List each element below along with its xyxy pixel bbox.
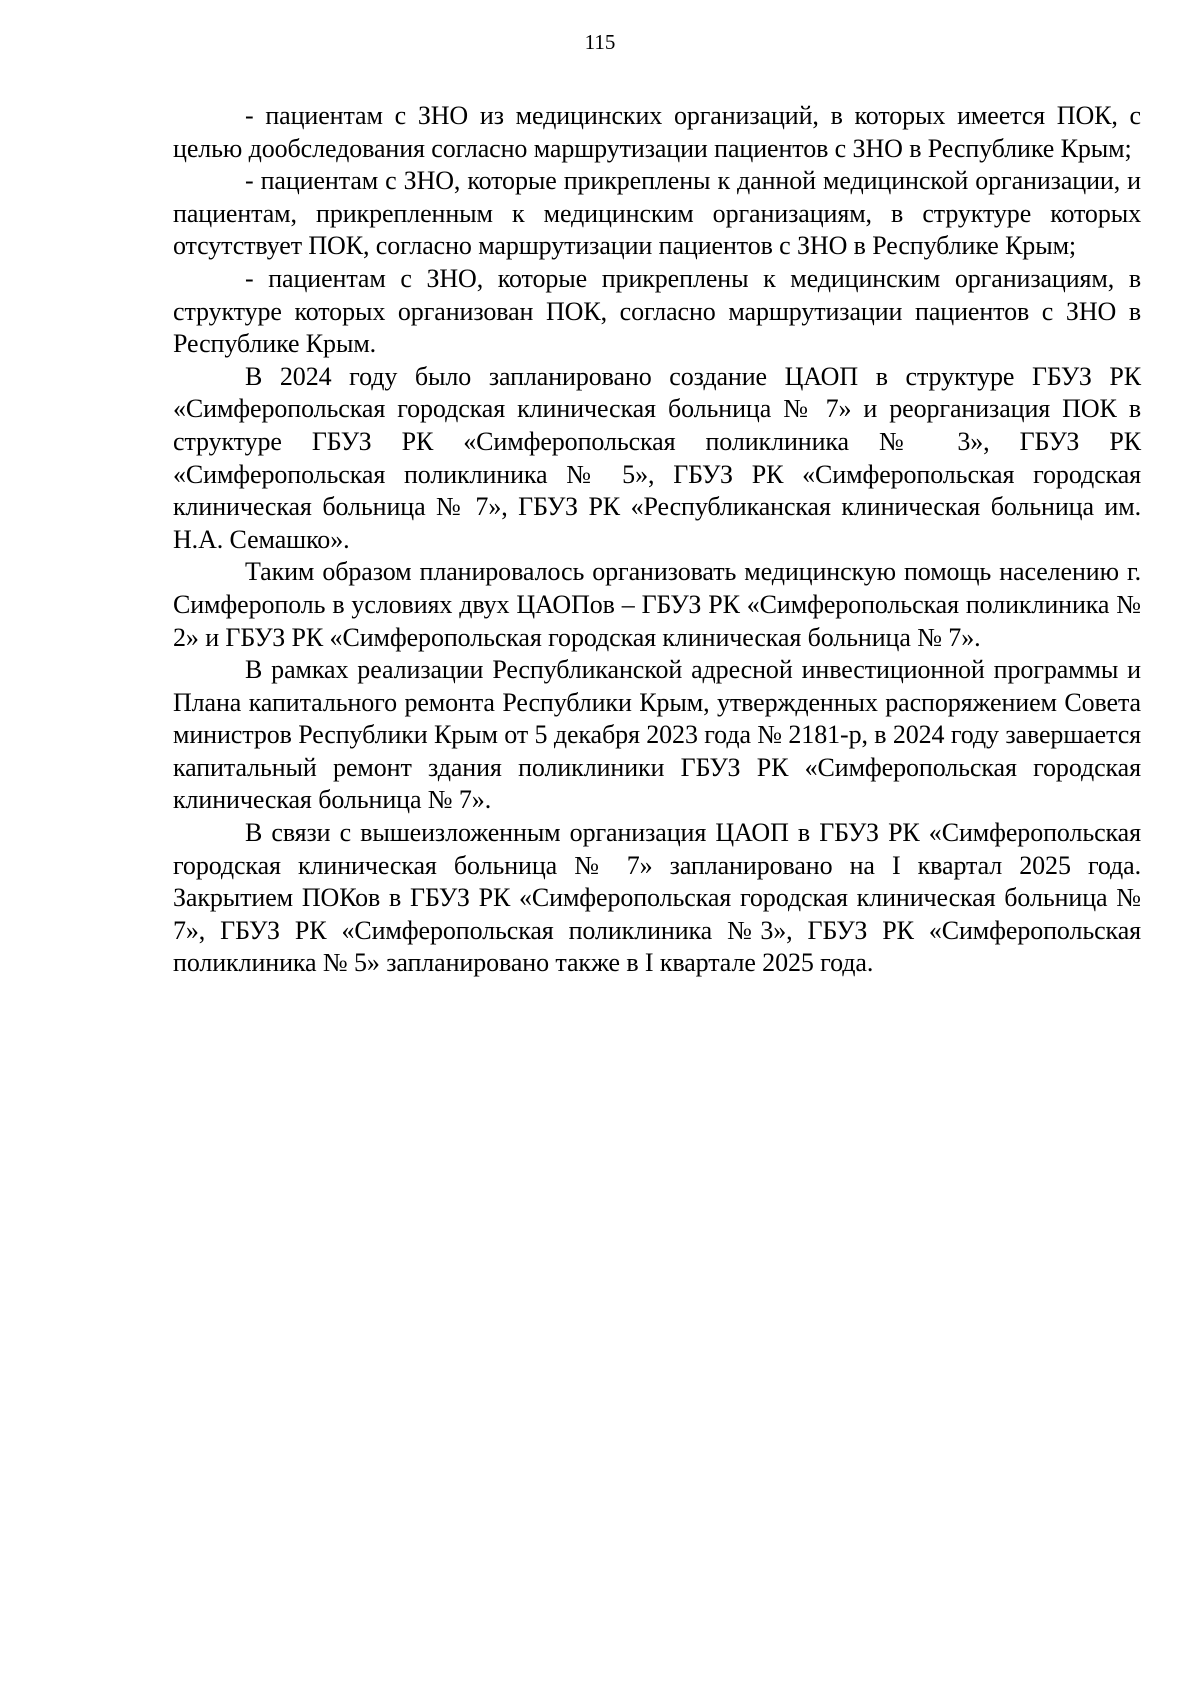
paragraph-conclusion: В связи с вышеизложенным организация ЦАОП в ГБУЗ РК «Симферопольская городская клиническая больница № 7» запланировано на I квартал 2025 года. Закрытием ПОКов в ГБУЗ РК «Симферопольская городская клиническая больница № 7», ГБУЗ РК «Симферопольская поликлиника №3», ГБУЗ РК «Симферопольская поликлиника № 5» запланировано также в I квартале 2025 года.: [173, 818, 1141, 978]
page-number: 115: [584, 30, 616, 54]
document-body: [173, 100, 1141, 980]
paragraph-2024-plan: В 2024 году было запланировано создание ЦАОП в структуре ГБУЗ РК «Симферопольская городская клиническая больница № 7» и реорганизация ПОК в структуре ГБУЗ РК «Симферопольская поликлиника № 3», ГБУЗ РК «Симферопольская поликлиника № 5», ГБУЗ РК «Симферопольская городская клиническая больница № 7», ГБУЗ РК «Республиканская клиническая больница им. Н.А. Семашко».: [173, 361, 1141, 554]
paragraph-renovation: В рамках реализации Республиканской адресной инвестиционной программы и Плана капитального ремонта Республики Крым, утвержденных распоряжением Совета министров Республики Крым от 5 декабря 2023 года № 2181-р, в 2024 году завершается капитальный ремонт здания поликлиники ГБУЗ РК «Симферопольская городская клиническая больница № 7».: [173, 655, 1141, 815]
paragraph-bullet-2: - пациентам с ЗНО, которые прикреплены к данной медицинской организации, и пациентам, прикрепленным к медицинским организациям, в структуре которых отсутствует ПОК, согласно маршрутизации пациентов с ЗНО в Республике Крым;: [173, 166, 1141, 261]
paragraph-organization: Таким образом планировалось организовать медицинскую помощь населению г. Симферополь в условиях двух ЦАОПов – ГБУЗ РК «Симферопольская поликлиника № 2» и ГБУЗ РК «Симферопольская городская клиническая больница № 7».: [173, 557, 1141, 652]
paragraph-bullet-1: - пациентам с ЗНО из медицинских организаций, в которых имеется ПОК, с целью дообследования согласно маршрутизации пациентов с ЗНО в Республике Крым;: [173, 101, 1141, 163]
paragraph-bullet-3: - пациентам с ЗНО, которые прикреплены к медицинским организациям, в структуре которых организован ПОК, согласно маршрутизации пациентов с ЗНО в Республике Крым.: [173, 263, 1141, 359]
